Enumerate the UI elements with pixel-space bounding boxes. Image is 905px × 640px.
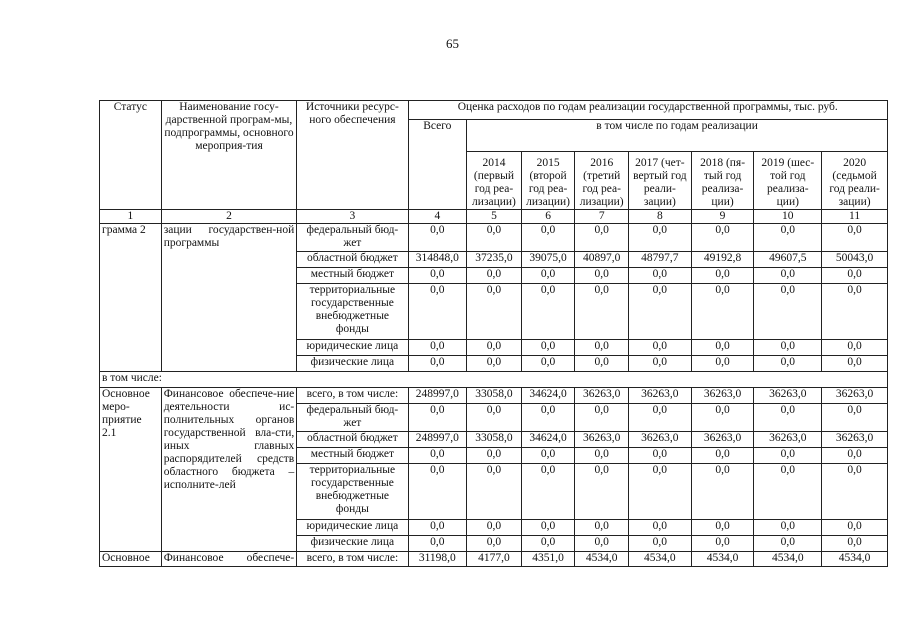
header-year-2018: 2018 (пя-тый год реализа-ции) [691,152,754,210]
value-cell: 0,0 [467,340,522,356]
value-cell: 0,0 [754,448,822,464]
header-estimate: Оценка расходов по годам реализации государственной программы, тыс. руб. [408,101,887,120]
header-name: Наименование госу-дарственной програм-мы, подпрограммы, основного мероприя-тия [161,101,297,210]
value-cell: 0,0 [467,520,522,536]
value-cell: 0,0 [408,224,467,252]
value-cell: 4534,0 [629,552,692,567]
column-index: 10 [754,210,822,224]
value-cell: 34624,0 [521,388,575,404]
value-cell: 0,0 [822,340,888,356]
value-cell: 0,0 [521,268,575,284]
value-cell: 4534,0 [691,552,754,567]
value-cell: 0,0 [822,448,888,464]
value-cell: 0,0 [408,536,467,552]
value-cell: 0,0 [408,284,467,340]
value-cell: 0,0 [467,448,522,464]
value-cell: 0,0 [575,224,629,252]
source-label: областной бюджет [297,432,408,448]
source-label: территориальные государственные внебюджетные фонды [297,464,408,520]
measure-2-1-block [100,388,888,552]
next-measure-name: Финансовое обеспече- [161,552,297,567]
value-cell: 36263,0 [575,388,629,404]
next-measure-status: Основное [100,552,162,567]
header-incl-years: в том числе по годам реализации [467,120,888,152]
value-cell: 33058,0 [467,432,522,448]
measure-name: Финансовое обеспече-ние деятельности ис-полнительных органов государственной вла-сти, иных главных распорядителей средств областного бюджета – исполните-лей [161,388,297,552]
next-measure-block [100,552,888,567]
value-cell: 0,0 [754,536,822,552]
value-cell: 0,0 [521,448,575,464]
value-cell: 0,0 [521,224,575,252]
value-cell: 0,0 [408,340,467,356]
value-cell: 0,0 [467,224,522,252]
value-cell: 0,0 [822,356,888,372]
table-row [100,224,888,252]
table-row [100,552,888,567]
source-label: всего, в том числе: [297,552,408,567]
value-cell: 49607,5 [754,252,822,268]
column-index: 8 [629,210,692,224]
value-cell: 0,0 [521,464,575,520]
column-index: 9 [691,210,754,224]
value-cell: 0,0 [629,268,692,284]
value-cell: 0,0 [575,464,629,520]
source-label: всего, в том числе: [297,388,408,404]
value-cell: 0,0 [467,404,522,432]
value-cell: 33058,0 [467,388,522,404]
value-cell: 0,0 [629,224,692,252]
value-cell: 0,0 [467,536,522,552]
source-label: территориальные государственные внебюджетные фонды [297,284,408,340]
table-row [100,388,888,404]
header-year-2016: 2016 (третий год реа-лизации) [575,152,629,210]
source-label: физические лица [297,536,408,552]
value-cell: 0,0 [754,340,822,356]
column-index: 7 [575,210,629,224]
measure-status: Основное меро-приятие 2.1 [100,388,162,552]
column-index: 2 [161,210,297,224]
value-cell: 0,0 [575,404,629,432]
value-cell: 0,0 [754,284,822,340]
value-cell: 0,0 [521,520,575,536]
value-cell: 0,0 [754,224,822,252]
value-cell: 0,0 [408,464,467,520]
value-cell: 0,0 [822,464,888,520]
value-cell: 48797,7 [629,252,692,268]
value-cell: 36263,0 [691,432,754,448]
value-cell: 0,0 [822,284,888,340]
table-row [100,372,888,388]
column-index: 3 [297,210,408,224]
column-index: 5 [467,210,522,224]
value-cell: 0,0 [408,356,467,372]
value-cell: 40897,0 [575,252,629,268]
value-cell: 0,0 [575,448,629,464]
value-cell: 0,0 [822,268,888,284]
value-cell: 0,0 [467,268,522,284]
value-cell: 36263,0 [629,388,692,404]
column-index: 11 [822,210,888,224]
value-cell: 31198,0 [408,552,467,567]
column-index: 6 [521,210,575,224]
header-status: Статус [100,101,162,210]
header-year-2017: 2017 (чет-вертый год реали-зации) [629,152,692,210]
value-cell: 36263,0 [691,388,754,404]
header-sources: Источники ресурс-ного обеспечения [297,101,408,210]
budget-table [99,100,888,567]
value-cell: 0,0 [629,356,692,372]
value-cell: 4534,0 [754,552,822,567]
value-cell: 0,0 [467,464,522,520]
value-cell: 0,0 [822,224,888,252]
value-cell: 0,0 [408,268,467,284]
header-year-2014: 2014 (первый год реа-лизации) [467,152,522,210]
value-cell: 49192,8 [691,252,754,268]
value-cell: 0,0 [754,404,822,432]
source-label: юридические лица [297,340,408,356]
value-cell: 0,0 [754,356,822,372]
value-cell: 0,0 [691,340,754,356]
value-cell: 0,0 [754,520,822,536]
value-cell: 36263,0 [822,432,888,448]
value-cell: 0,0 [754,464,822,520]
value-cell: 0,0 [521,340,575,356]
value-cell: 0,0 [575,520,629,536]
value-cell: 0,0 [575,356,629,372]
value-cell: 4351,0 [521,552,575,567]
value-cell: 0,0 [467,356,522,372]
value-cell: 0,0 [822,404,888,432]
value-cell: 4177,0 [467,552,522,567]
value-cell: 36263,0 [822,388,888,404]
value-cell: 0,0 [691,520,754,536]
value-cell: 0,0 [629,340,692,356]
value-cell: 0,0 [575,340,629,356]
source-label: физические лица [297,356,408,372]
value-cell: 0,0 [521,284,575,340]
value-cell: 314848,0 [408,252,467,268]
value-cell: 0,0 [521,404,575,432]
value-cell: 0,0 [629,284,692,340]
value-cell: 0,0 [754,268,822,284]
column-index: 1 [100,210,162,224]
value-cell: 0,0 [629,404,692,432]
value-cell: 0,0 [629,448,692,464]
value-cell: 0,0 [521,356,575,372]
header-year-2015: 2015 (второй год реа-лизации) [521,152,575,210]
value-cell: 0,0 [691,284,754,340]
value-cell: 39075,0 [521,252,575,268]
value-cell: 36263,0 [575,432,629,448]
value-cell: 0,0 [629,536,692,552]
program-block [100,224,888,388]
value-cell: 0,0 [691,464,754,520]
value-cell: 248997,0 [408,432,467,448]
header-year-2020: 2020 (седьмой год реали-зации) [822,152,888,210]
value-cell: 0,0 [575,284,629,340]
program-status: грамма 2 [100,224,162,372]
source-label: юридические лица [297,520,408,536]
page-number: 65 [446,36,459,51]
value-cell: 0,0 [575,268,629,284]
value-cell: 0,0 [521,536,575,552]
source-label: федеральный бюд-жет [297,224,408,252]
value-cell: 0,0 [629,464,692,520]
value-cell: 4534,0 [575,552,629,567]
value-cell: 0,0 [691,404,754,432]
source-label: федеральный бюд-жет [297,404,408,432]
value-cell: 0,0 [408,520,467,536]
value-cell: 36263,0 [754,388,822,404]
value-cell: 248997,0 [408,388,467,404]
value-cell: 0,0 [408,404,467,432]
source-label: местный бюджет [297,448,408,464]
value-cell: 0,0 [575,536,629,552]
value-cell: 0,0 [822,520,888,536]
value-cell: 0,0 [691,448,754,464]
value-cell: 4534,0 [822,552,888,567]
value-cell: 50043,0 [822,252,888,268]
source-label: местный бюджет [297,268,408,284]
value-cell: 37235,0 [467,252,522,268]
program-name: зации государствен-ной программы [161,224,297,372]
source-label: областной бюджет [297,252,408,268]
value-cell: 0,0 [822,536,888,552]
value-cell: 0,0 [467,284,522,340]
value-cell: 0,0 [691,536,754,552]
value-cell: 34624,0 [521,432,575,448]
header-total: Всего [408,120,467,210]
value-cell: 0,0 [691,356,754,372]
column-index: 4 [408,210,467,224]
value-cell: 36263,0 [754,432,822,448]
header-year-2019: 2019 (шес-той год реализа-ции) [754,152,822,210]
column-index-row [100,210,888,224]
value-cell: 0,0 [691,224,754,252]
value-cell: 0,0 [691,268,754,284]
including-label: в том числе: [100,372,888,388]
value-cell: 0,0 [629,520,692,536]
value-cell: 36263,0 [629,432,692,448]
value-cell: 0,0 [408,448,467,464]
